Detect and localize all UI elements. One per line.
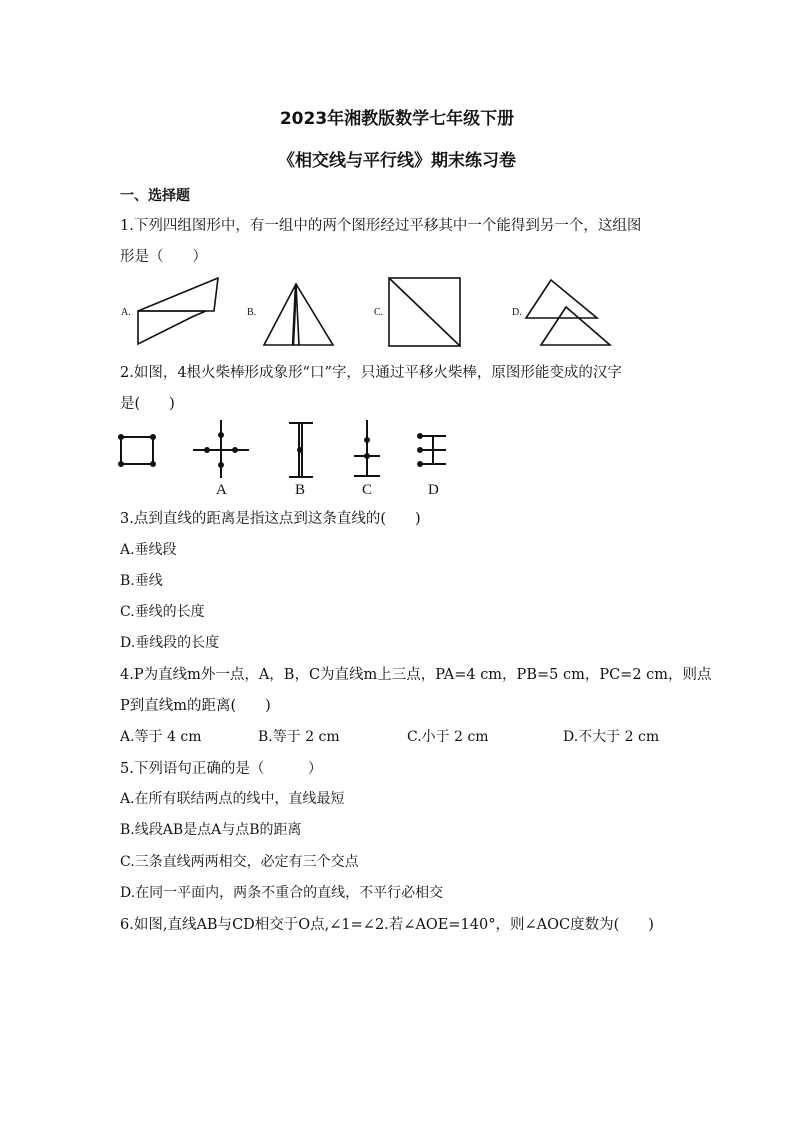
q2-option-a-figure: [193, 420, 249, 478]
question-2-stem-line1: 2.如图，4根火柴棒形成象形“口”字，只通过平移火柴棒，原图形能变成的汉字: [120, 365, 622, 381]
q2-original-square: [119, 435, 155, 466]
question-4-option-a: A.等于 4 cm: [120, 729, 202, 745]
q1-figure-label-a: A.: [121, 307, 131, 318]
q2-option-b-label: B: [295, 482, 306, 498]
question-1-stem-line2: 形是（ ）: [120, 249, 207, 265]
question-4-option-c: C.小于 2 cm: [407, 729, 489, 745]
question-1-stem-line1: 1.下列四组图形中，有一组中的两个图形经过平移其中一个能得到另一个，这组图: [120, 218, 642, 234]
question-4-stem-line1: 4.P为直线m外一点，A，B，C为直线m上三点，PA=4 cm，PB=5 cm，PC=2 cm，则点: [120, 667, 712, 683]
question-5-option-c: C.三条直线两两相交，必定有三个交点: [120, 854, 359, 870]
page-subtitle: 《相交线与平行线》期末练习卷: [278, 151, 516, 171]
q2-option-c-label: C: [362, 482, 373, 498]
question-5-option-b: B.线段AB是点A与点B的距离: [120, 822, 302, 838]
q2-option-d-label: D: [428, 482, 439, 498]
question-3-option-a: A.垂线段: [120, 542, 177, 558]
q1-figure-label-b: B.: [247, 307, 257, 318]
section-heading: 一、选择题: [120, 188, 190, 204]
question-3-option-c: C.垂线的长度: [120, 604, 205, 620]
question-6-stem: 6.如图,直线AB与CD相交于O点,∠1=∠2.若∠AOE=140°，则∠AOC度数为( ): [120, 917, 654, 933]
question-5-option-d: D.在同一平面内，两条不重合的直线，不平行必相交: [120, 885, 444, 901]
question-3-option-d: D.垂线段的长度: [120, 635, 220, 651]
question-2-stem-line2: 是( ): [120, 396, 175, 412]
q2-option-d-figure: [418, 434, 446, 466]
page-title: 2023年湘教版数学七年级下册: [279, 109, 515, 129]
question-4-option-d: D.不大于 2 cm: [563, 729, 660, 745]
question-3-option-b: B.垂线: [120, 573, 163, 589]
question-3-stem: 3.点到直线的距离是指这点到这条直线的( ): [120, 511, 421, 527]
question-5-option-a: A.在所有联结两点的线中，直线最短: [120, 791, 345, 807]
question-4-stem-line2: P到直线m的距离( ): [120, 698, 271, 714]
q1-figure-label-c: C.: [374, 307, 384, 318]
q2-option-b-figure: [289, 423, 313, 477]
question-4-option-b: B.等于 2 cm: [258, 729, 340, 745]
q2-option-c-figure: [354, 420, 380, 476]
q2-option-a-label: A: [216, 482, 227, 498]
q1-figure-label-d: D.: [512, 307, 522, 318]
question-5-stem: 5.下列语句正确的是（ ）: [120, 761, 323, 777]
